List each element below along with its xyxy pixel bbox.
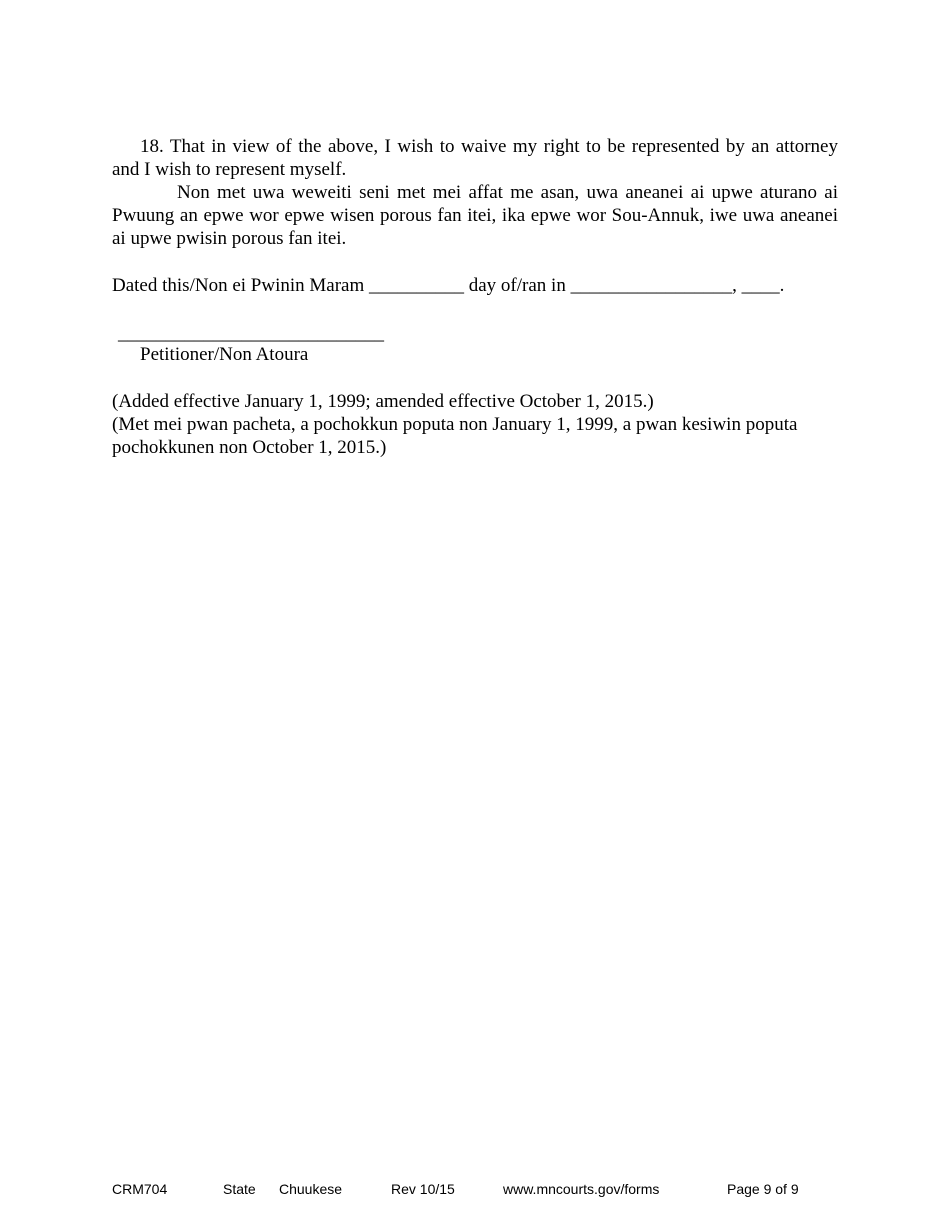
footer-url: www.mncourts.gov/forms: [503, 1181, 660, 1197]
page-footer: [0, 1180, 950, 1198]
footer-jurisdiction: State: [223, 1181, 256, 1197]
history-note-english: (Added effective January 1, 1999; amended effective October 1, 2015.): [112, 391, 654, 412]
paragraph-18-text: That in view of the above, I wish to waive my right to be represented by an attorney and I wish to represent myself.: [112, 136, 838, 180]
footer-language: Chuukese: [279, 1181, 343, 1197]
footer-form-code: CRM704: [112, 1181, 168, 1197]
paragraph-18: [112, 135, 838, 181]
paragraph-number: 18.: [140, 136, 164, 157]
history-note-chuukese: (Met mei pwan pacheta, a pochokkun poputa non January 1, 1999, a pwan kesiwin poputa pochokkunen non October 1, 2015.): [112, 414, 798, 458]
footer-page-number: Page 9 of 9: [727, 1181, 799, 1197]
signature-line: ____________________________: [118, 323, 384, 344]
footer-revision: Rev 10/15: [391, 1181, 455, 1197]
dated-line: Dated this/Non ei Pwinin Maram __________ day of/ran in _________________, ____.: [112, 275, 785, 296]
signature-label: Petitioner/Non Atoura: [140, 344, 309, 365]
paragraph-18-translation: Non met uwa weweiti seni met mei affat me asan, uwa aneanei ai upwe aturano ai Pwuung an epwe wor epwe wisen porous fan itei, ika epwe wor Sou-Annuk, iwe uwa aneanei ai upwe pwisin porous fan itei.: [112, 182, 838, 249]
